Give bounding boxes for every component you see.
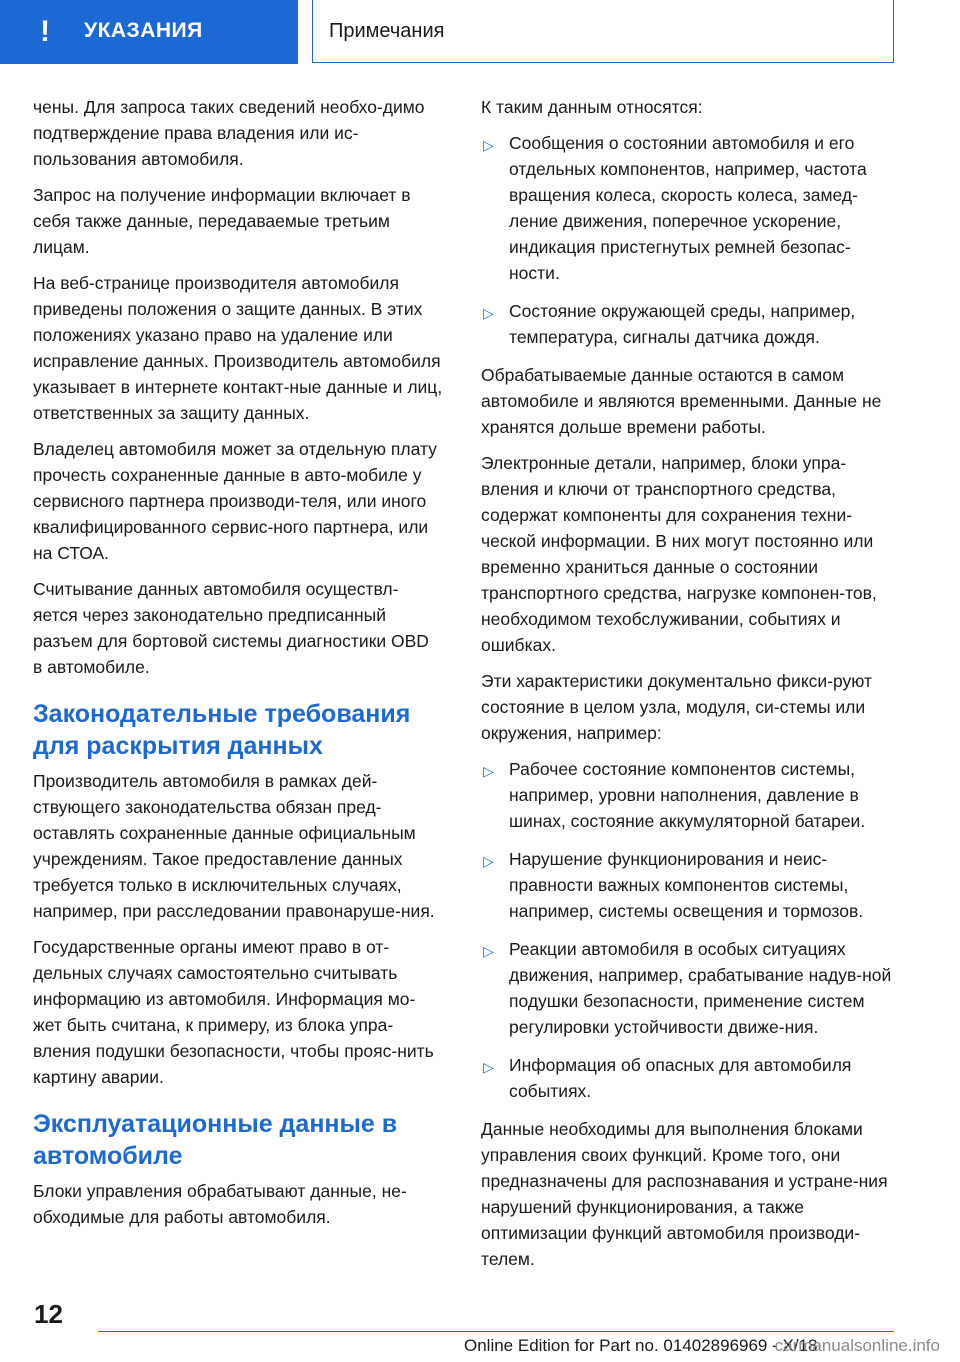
- footer-divider: [98, 1331, 894, 1332]
- triangle-bullet-icon: ▷: [483, 763, 494, 779]
- header-tab: [0, 0, 298, 64]
- paragraph: чены. Для запроса таких сведений необхо-димо подтверждение права владения или ис-пользования автомобиля.: [33, 97, 425, 169]
- paragraph: Электронные детали, например, блоки упра-вления и ключи от транспортного средства, содержат компоненты для сохранения техни-ческой информации. В них могут постоянно или временно храниться данные о состоянии транспортного средства, нагрузке компонен-тов, необходимом техобслуживании, событиях и ошибках.: [481, 453, 877, 655]
- exclamation-icon: !: [40, 15, 50, 48]
- footer-edition-text: Online Edition for Part no. 01402896969 - X/18: [464, 1336, 818, 1355]
- watermark: carmanualsonline.info: [774, 1336, 940, 1355]
- page-number: 12: [34, 1299, 63, 1329]
- paragraph: Владелец автомобиля может за отдельную плату прочесть сохраненные данные в авто-мобиле у сервисного партнера производи-теля, или иного квалифицированного сервис-ного партнера, или на СТОА.: [33, 439, 437, 563]
- list-item-text: Сообщения о состоянии автомобиля и его отдельных компонентов, например, частота вращения колеса, скорость колеса, замед-ление движения, поперечное ускорение, индикация пристегнутых ремней безопас-ности.: [509, 133, 867, 283]
- list-item-text: Состояние окружающей среды, например, температура, сигналы датчика дождя.: [509, 301, 856, 347]
- list-item: [481, 756, 899, 834]
- section-heading-legal: Законодательные требования для раскрытия данных: [33, 700, 411, 760]
- list-item: [481, 1052, 899, 1104]
- right-column: [481, 94, 899, 1282]
- bullet-list: [481, 756, 899, 1104]
- left-column: [33, 94, 443, 1240]
- list-item-text: Нарушение функционирования и неис-правности важных компонентов системы, например, системы освещения и тормозов.: [509, 849, 864, 921]
- header-section-box: [312, 0, 894, 63]
- paragraph: Блоки управления обрабатывают данные, не-обходимые для работы автомобиля.: [33, 1181, 407, 1227]
- paragraph: На веб-странице производителя автомобиля приведены положения о защите данных. В этих положениях указано право на удаление или исправление данных. Производитель автомобиля указывает в интернете контакт-ные данные и лиц, ответственных за защиту данных.: [33, 273, 443, 423]
- list-item-text: Информация об опасных для автомобиля событиях.: [509, 1055, 852, 1101]
- paragraph: Считывание данных автомобиля осуществл-яется через законодательно предписанный разъем для бортовой системы диагностики OBD в автомобиле.: [33, 579, 429, 677]
- paragraph: Эти характеристики документально фикси-руют состояние в целом узла, модуля, си-стемы или окружения, например:: [481, 671, 873, 743]
- header-section-label: Примечания: [329, 20, 445, 42]
- paragraph: К таким данным относятся:: [481, 97, 703, 117]
- list-item-text: Реакции автомобиля в особых ситуациях движения, например, срабатывание надув-ной подушки безопасности, применение систем регулировки устойчивости движе-ния.: [509, 939, 892, 1037]
- paragraph: Обрабатываемые данные остаются в самом автомобиле и являются временными. Данные не хранятся дольше времени работы.: [481, 365, 882, 437]
- header-tab-label: УКАЗАНИЯ: [84, 19, 203, 42]
- paragraph: Данные необходимы для выполнения блоками управления своих функций. Кроме того, они предназначены для распознавания и устране-ния нарушений функционирования, а также оптимизации функций автомобиля производи-телем.: [481, 1119, 888, 1269]
- section-heading-operational-data: Эксплуатационные данные в автомобиле: [33, 1110, 398, 1170]
- paragraph: Производитель автомобиля в рамках дей-ствующего законодательства обязан пред-оставлять сохраненные данные официальным учреждениям. Такое предоставление данных требуется только в исключительных случаях, например, при расследовании правонаруше-ния.: [33, 771, 435, 921]
- triangle-bullet-icon: ▷: [483, 305, 494, 321]
- triangle-bullet-icon: ▷: [483, 943, 494, 959]
- triangle-bullet-icon: ▷: [483, 853, 494, 869]
- list-item: [481, 130, 899, 286]
- list-item-text: Рабочее состояние компонентов системы, например, уровни наполнения, давление в шинах, состояние аккумуляторной батареи.: [509, 759, 866, 831]
- list-item: [481, 936, 899, 1040]
- paragraph: Запрос на получение информации включает в себя также данные, передаваемые третьим лицам.: [33, 185, 411, 257]
- bullet-list: [481, 130, 899, 350]
- list-item: [481, 846, 899, 924]
- paragraph: Государственные органы имеют право в от-дельных случаях самостоятельно считывать информацию из автомобиля. Информация мо-жет быть считана, к примеру, из блока упра-вления подушки безопасности, чтобы прояс-нить картину аварии.: [33, 937, 434, 1087]
- triangle-bullet-icon: ▷: [483, 137, 494, 153]
- list-item: [481, 298, 899, 350]
- triangle-bullet-icon: ▷: [483, 1059, 494, 1075]
